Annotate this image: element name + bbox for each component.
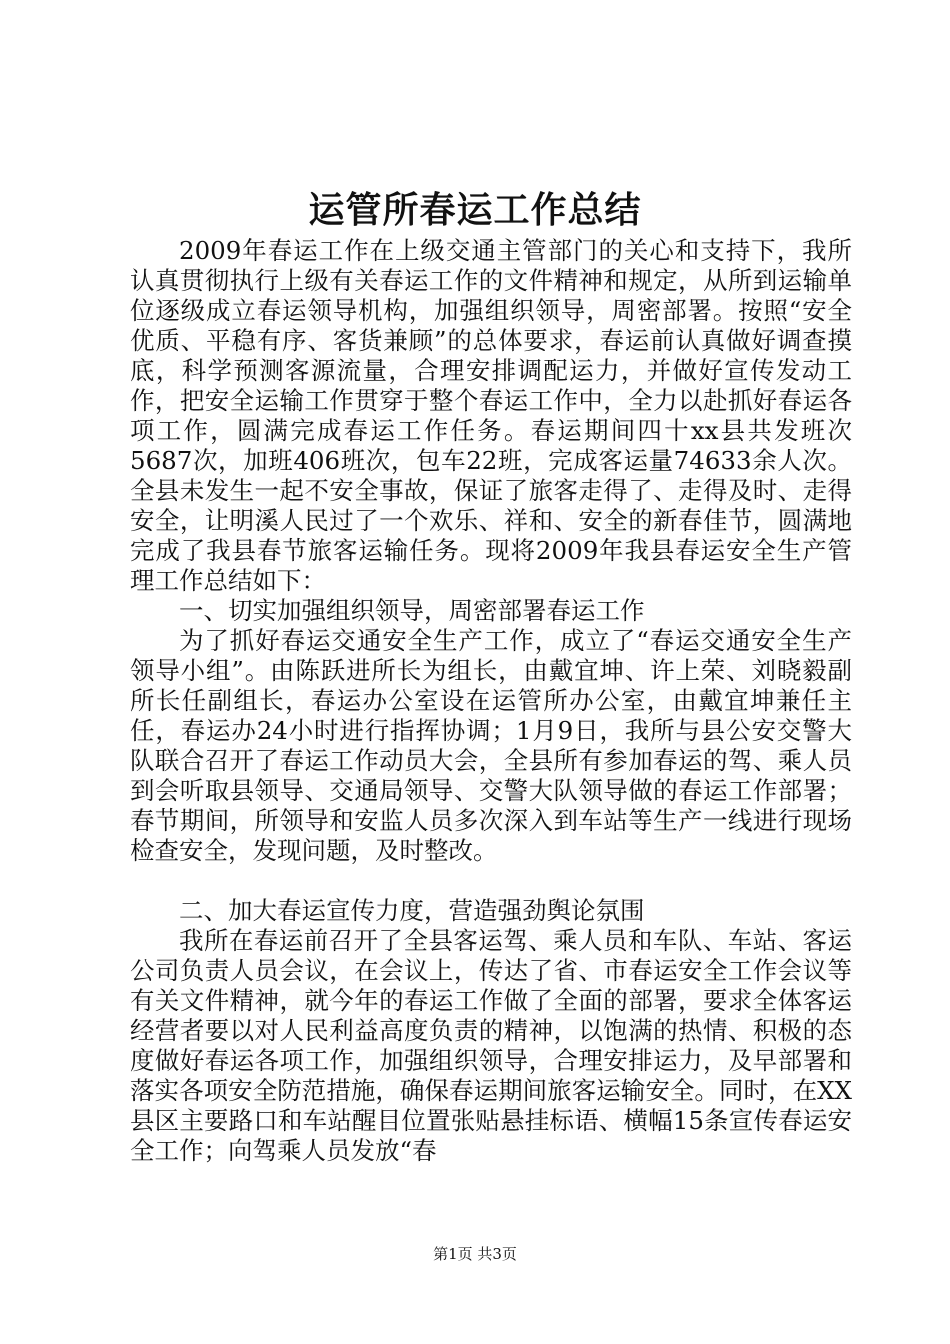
intro-paragraph: 2009年春运工作在上级交通主管部门的关心和支持下，我所认真贯彻执行上级有关春运工作的文件精神和规定，从所到运输单位逐级成立春运领导机构，加强组织领导，周密部署。按照“安全优质、平稳有序、客货兼顾”的总体要求，春运前认真做好调查摸底，科学预测客源流量，合理安排调配运力，并做好宣传发动工作，把安全运输工作贯穿于整个春运工作中，全力以赴抓好春运各项工作，圆满完成春运工作任务。春运期间四十xx县共发班次5687次，加班406班次，包车22班，完成客运量74633余人次。全县未发生一起不安全事故，保证了旅客走得了、走得及时、走得安全，让明溪人民过了一个欢乐、祥和、安全的新春佳节，圆满地完成了我县春节旅客运输任务。现将2009年我县春运安全生产管理工作总结如下： (130, 236, 852, 595)
document-body (130, 236, 852, 1166)
section-2-heading: 二、加大春运宣传力度，营造强劲舆论氛围 (179, 896, 645, 925)
document-title: 运管所春运工作总结 (308, 189, 642, 231)
page-footer: 第1页 共3页 (433, 1245, 517, 1263)
section-1-paragraph: 为了抓好春运交通安全生产工作，成立了“春运交通安全生产领导小组”。由陈跃进所长为组长，由戴宜坤、许上荣、刘晓毅副所长任副组长，春运办公室设在运管所办公室，由戴宜坤兼任主任，春运办24小时进行指挥协调；1月9日，我所与县公安交警大队联合召开了春运工作动员大会，全县所有参加春运的驾、乘人员到会听取县领导、交通局领导、交警大队领导做的春运工作部署；春节期间，所领导和安监人员多次深入到车站等生产一线进行现场检查安全，发现问题，及时整改。 (130, 626, 852, 865)
section-1-heading: 一、切实加强组织领导，周密部署春运工作 (179, 596, 645, 625)
section-2-paragraph: 我所在春运前召开了全县客运驾、乘人员和车队、车站、客运公司负责人员会议，在会议上，传达了省、市春运安全工作会议等有关文件精神，就今年的春运工作做了全面的部署，要求全体客运经营者要以对人民利益高度负责的精神，以饱满的热情、积极的态度做好春运各项工作，加强组织领导，合理安排运力，及早部署和落实各项安全防范措施，确保春运期间旅客运输安全。同时，在XX县区主要路口和车站醒目位置张贴悬挂标语、横幅15条宣传春运安全工作；向驾乘人员发放“春 (130, 926, 852, 1165)
paragraph-gap (130, 866, 852, 896)
